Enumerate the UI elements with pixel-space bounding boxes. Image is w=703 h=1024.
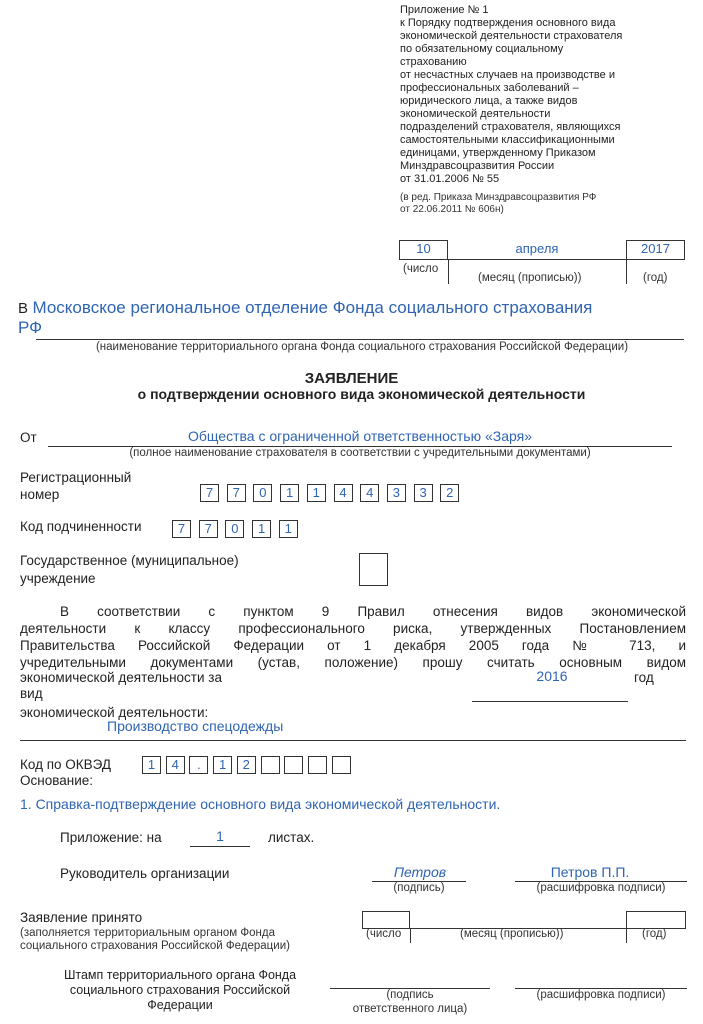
state-checkbox[interactable] [359, 553, 388, 586]
edition-line: (в ред. Приказа Минздравсоцразвития РФ [400, 192, 597, 203]
date-month-caption: (месяц (прописью)) [478, 272, 582, 284]
from-caption: (полное наименование страхователя в соответствии с учредительными документами) [129, 447, 591, 459]
okved-cell[interactable] [261, 756, 280, 774]
appendix-line: от несчастных случаев на производстве и [400, 69, 615, 81]
appendix-line: к Порядку подтверждения основного вида [400, 17, 616, 29]
subordination-digit-cell[interactable]: 1 [252, 520, 271, 538]
head-signature: Петров [393, 864, 447, 880]
appendix-line: профессиональных заболеваний – [400, 82, 579, 94]
okved-cell[interactable]: 1 [142, 756, 161, 774]
activity-value: Производство спецодежды [107, 718, 284, 734]
registration-digit-cell[interactable]: 0 [253, 484, 272, 502]
appendix-line: юридического лица, а также видов [400, 95, 578, 107]
stamp-label [40, 968, 320, 1013]
date-year-bracket [626, 260, 627, 284]
head-name-caption: (расшифровка подписи) [536, 882, 666, 894]
date-month-line [448, 259, 626, 260]
form-subtitle: о подтверждении основного вида экономической деятельности [137, 386, 586, 402]
date-year-caption: (год) [643, 272, 668, 284]
okved-cell[interactable]: . [189, 756, 208, 774]
accepted-year-box[interactable] [626, 911, 686, 929]
registration-digit-cell[interactable]: 7 [227, 484, 246, 502]
stamp-signature-caption-line1: (подпись [386, 989, 434, 1001]
subordination-digit-cell[interactable]: 0 [225, 520, 244, 538]
edition-line: от 22.06.2011 № 606н) [400, 204, 504, 215]
accepted-label: Заявление принято [20, 910, 143, 925]
body-line5: экономической деятельности за [20, 670, 222, 685]
appendix-title: Приложение № 1 [400, 4, 489, 16]
recipient-name-line1: Московское региональное отделение Фонда социального страхования [32, 298, 593, 317]
date-month-value: апреля [515, 241, 559, 256]
from-label: От [20, 430, 37, 445]
date-day-caption: (число [403, 263, 439, 275]
accepted-day-box[interactable] [362, 911, 410, 929]
recipient [18, 298, 698, 318]
okved-cell[interactable]: 2 [237, 756, 256, 774]
accepted-note-line1: (заполняется территориальным органом Фонда [20, 927, 275, 939]
activity-year: 2016 [536, 668, 568, 684]
stamp-signature-caption-line2: ответственного лица) [352, 1003, 468, 1015]
form-title: ЗАЯВЛЕНИЕ [304, 370, 399, 387]
okved-cell[interactable] [308, 756, 327, 774]
okved-cell[interactable] [284, 756, 303, 774]
date-year-value: 2017 [641, 241, 670, 256]
stamp-line3: Федерации [147, 998, 213, 1012]
subordination-label: Код подчиненности [20, 519, 142, 534]
attachment-underline [190, 846, 250, 847]
okved-cell[interactable] [332, 756, 351, 774]
from-value: Общества с ограниченной ответственностью «Заря» [188, 428, 532, 444]
recipient-caption: (наименование территориального органа Фонда социального страхования Российской Федерации) [95, 341, 629, 353]
appendix-line: Минздравсоцразвития России [400, 160, 555, 172]
stamp-line1: Штамп территориального органа Фонда [63, 968, 297, 982]
state-label-line1: Государственное (муниципальное) [20, 553, 239, 568]
stamp-name-caption: (расшифровка подписи) [536, 989, 666, 1001]
appendix-line: подразделений страхователя, являющихся [400, 121, 621, 133]
appendix-lines [400, 17, 700, 186]
head-signature-caption: (подпись) [393, 882, 445, 894]
basis-label: Основание: [20, 773, 93, 788]
date-day-bracket [448, 260, 449, 284]
edition-note [400, 192, 700, 216]
appendix-line: по обязательному социальному [400, 43, 564, 55]
subordination-digit-cell[interactable]: 1 [279, 520, 298, 538]
registration-digit-cell[interactable]: 4 [334, 484, 353, 502]
subordination-digit-cell[interactable]: 7 [199, 520, 218, 538]
registration-digit-cell[interactable]: 1 [307, 484, 326, 502]
appendix-line: единицами, утвержденному Приказом [400, 147, 596, 159]
recipient-prefix: В [18, 300, 29, 317]
attachment-label: Приложение: на [60, 830, 162, 845]
body-line7: экономической деятельности: [20, 705, 209, 720]
registration-digit-cell[interactable]: 4 [360, 484, 379, 502]
appendix-line: экономической деятельности страхователя [400, 30, 623, 42]
basis-item: 1. Справка-подтверждение основного вида экономической деятельности. [20, 796, 501, 812]
okved-cell[interactable]: 1 [213, 756, 232, 774]
appendix-line: экономической деятельности [400, 108, 551, 120]
body-line3: Правительства Российской Федерации от 1 декабря 2005 года № 713, и [20, 638, 686, 653]
stamp-line2: социального страхования Российской [69, 983, 291, 997]
attachment-count: 1 [216, 828, 224, 844]
registration-label-line2: номер [20, 487, 60, 502]
registration-digit-cell[interactable]: 3 [414, 484, 433, 502]
registration-digit-cell[interactable]: 7 [200, 484, 219, 502]
body-year-suffix: год [634, 670, 654, 685]
body-line4: учредительными документами (устав, положение) прошу считать основным видом [20, 655, 686, 670]
body-line1: В соответствии с пунктом 9 Правил отнесения видов экономической [60, 604, 686, 619]
okved-cell[interactable]: 4 [166, 756, 185, 774]
okved-label: Код по ОКВЭД [20, 757, 112, 772]
body-line6: вид [20, 686, 43, 701]
accepted-month-caption: (месяц (прописью)) [460, 928, 564, 940]
body-line2: деятельности к классу профессионального риска, утвержденных Постановлением [20, 621, 686, 636]
body-text [20, 603, 686, 671]
head-label: Руководитель организации [60, 866, 230, 881]
date-day-value: 10 [416, 241, 431, 256]
appendix-line: от 31.01.2006 № 55 [400, 173, 500, 185]
registration-digit-cell[interactable]: 2 [440, 484, 459, 502]
recipient-underline [36, 339, 684, 340]
appendix-line: самостоятельными классификационными [400, 134, 615, 146]
attachment-suffix: листах. [268, 830, 315, 845]
appendix-line: страхованию [400, 56, 467, 68]
registration-digit-cell[interactable]: 3 [387, 484, 406, 502]
state-label-line2: учреждение [20, 571, 96, 586]
accepted-note-line2: социального страхования Российской Федерации) [20, 940, 290, 952]
recipient-name-line2: РФ [18, 318, 43, 337]
activity-year-underline [472, 701, 628, 702]
accepted-year-caption: (год) [642, 928, 667, 940]
accepted-day-caption: (число [366, 928, 402, 940]
appendix-block [400, 4, 700, 216]
activity-underline [20, 740, 686, 741]
head-name: Петров П.П. [550, 864, 630, 880]
accepted-year-bracket [626, 929, 627, 943]
subordination-digit-cell[interactable]: 7 [172, 520, 191, 538]
registration-digit-cell[interactable]: 1 [280, 484, 299, 502]
accepted-day-bracket [410, 929, 411, 943]
registration-label-line1: Регистрационный [20, 470, 132, 485]
